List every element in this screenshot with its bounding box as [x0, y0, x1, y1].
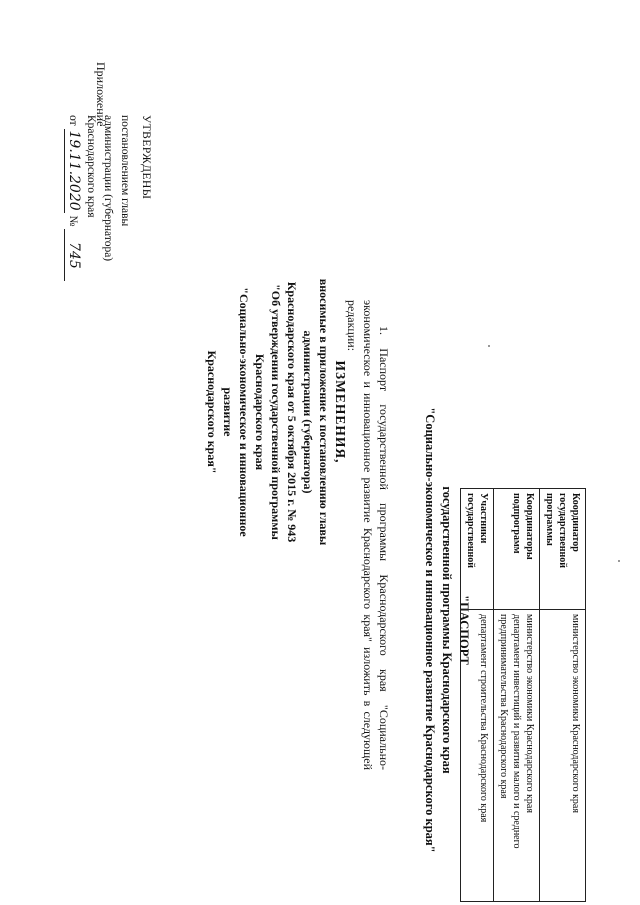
passport-title: "ПАСПОРТ [457, 595, 471, 665]
changes-line: "Социально-экономическое и инновационное развитие [221, 287, 251, 537]
number-sign: № [67, 215, 79, 227]
row-label: Координатор государственной программы [540, 489, 586, 610]
approval-date-line [64, 115, 82, 281]
row-value-line: министерство экономики Краснодарского края [524, 614, 535, 813]
approval-header: УТВЕРЖДЕНЫ [140, 115, 152, 200]
row-value [494, 610, 540, 902]
approval-block [64, 115, 154, 281]
appendix-label: Приложение [94, 62, 108, 127]
approval-line: Краснодарского края [85, 115, 97, 218]
row-value-line: департамент строительства Краснодарского края [478, 614, 489, 823]
approval-line: постановлением главы [119, 115, 131, 227]
row-label: Участники государственной [461, 489, 494, 610]
passport-subtitle: государственной программы Краснодарского края [440, 486, 454, 774]
passport-table [460, 488, 586, 902]
body-paragraph: 1. Паспорт государственной программы Краснодарского края "Социально-экономическое и инновационное развитие Краснодарского края" изложить в следующей редакции: [345, 300, 391, 770]
changes-line: Краснодарского края" [205, 350, 219, 474]
row-value [461, 610, 494, 902]
row-value [540, 610, 586, 902]
row-value-line: министерство экономики Краснодарского края [570, 614, 581, 813]
changes-line: вносимые в приложение к постановлению главы администрации (губернатора) [301, 278, 331, 546]
row-value-line: департамент инвестиций и развития малого и среднего предпринимательства Краснодарского края [498, 614, 522, 849]
row-label: Координаторы подпрограмм [494, 489, 540, 610]
passport-subtitle: "Социально-экономическое и инновационное развитие Краснодарского края" [423, 407, 437, 853]
scan-speck [618, 560, 620, 562]
table-row [494, 489, 540, 902]
changes-title: ИЗМЕНЕНИЯ, [333, 360, 348, 464]
changes-line: Краснодарского края от 5 октября 2015 г. № 943 [285, 281, 299, 543]
changes-header [204, 262, 348, 562]
handwritten-number: 745 [64, 229, 82, 281]
changes-line: "Об утверждении государственной программы Краснодарского края [253, 284, 283, 540]
table-row [461, 489, 494, 902]
scan-speck [488, 345, 490, 347]
handwritten-date: 19.11.2020 [66, 130, 82, 211]
table-row [540, 489, 586, 902]
approval-line: администрации (губернатора) [102, 115, 114, 262]
date-prefix: от [67, 115, 79, 126]
